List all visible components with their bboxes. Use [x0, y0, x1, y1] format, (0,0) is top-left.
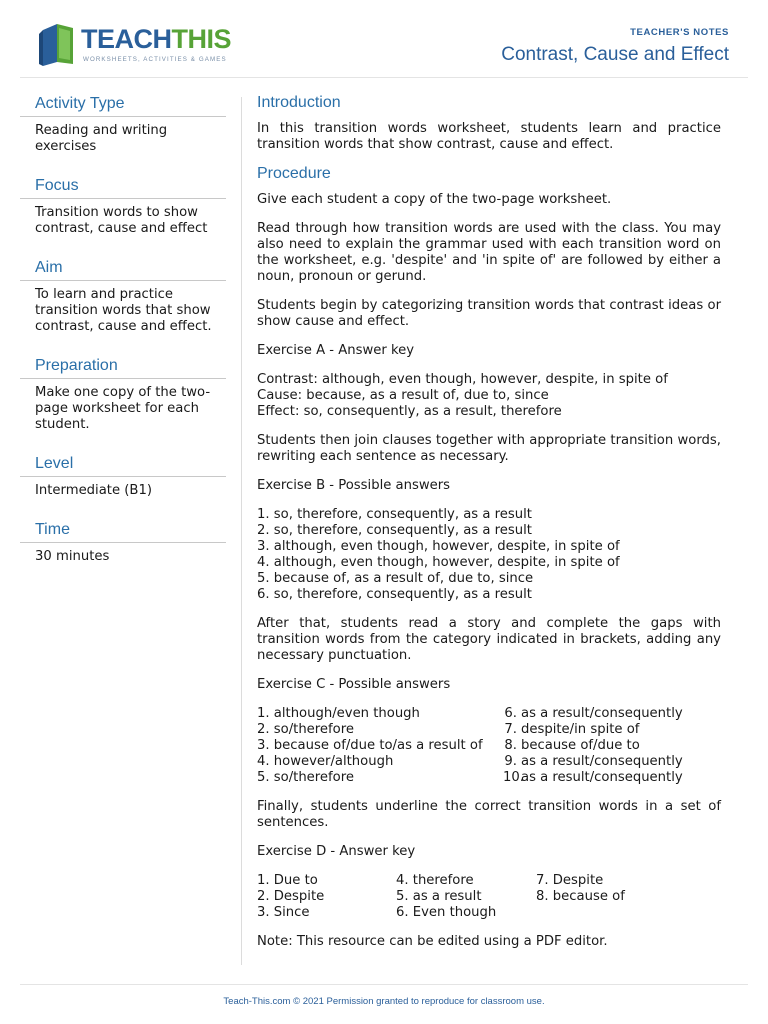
focus-section — [20, 177, 226, 237]
section-body: To learn and practice transition words that show contrast, cause and effect. — [35, 287, 212, 334]
list-item: because of/due to — [521, 738, 640, 753]
list-item — [536, 905, 721, 921]
list-item: 4. therefore — [396, 873, 474, 888]
notes-label: TEACHER'S NOTES — [630, 27, 729, 38]
page-header — [20, 0, 748, 78]
list-item: Contrast: although, even though, however, despite, in spite of — [257, 372, 668, 387]
procedure-paragraph: After that, students read a story and complete the gaps with transition words from the category indicated in brackets, adding any necessary punctuation. — [257, 616, 721, 663]
main-content — [257, 95, 721, 963]
list-item: 4. although, even though, however, despite, in spite of — [257, 555, 620, 570]
section-heading: Time — [20, 521, 226, 543]
section-heading: Aim — [20, 259, 226, 281]
list-item: despite/in spite of — [521, 722, 640, 737]
list-item: 3. Since — [257, 905, 310, 920]
list-number: 9. — [504, 754, 517, 769]
list-item: 5. so/therefore — [257, 770, 354, 785]
procedure-paragraph: Students begin by categorizing transition words that contrast ideas or show cause and effect. — [257, 298, 721, 329]
exercise-b-title: Exercise B - Possible answers — [257, 478, 451, 493]
exercise-a-title: Exercise A - Answer key — [257, 343, 415, 358]
book-logo-icon — [37, 22, 77, 66]
editing-note: Note: This resource can be edited using a PDF editor. — [257, 934, 608, 949]
activity-type-section — [20, 95, 226, 155]
list-item: 3. because of/due to/as a result of — [257, 738, 483, 753]
introduction-text: In this transition words worksheet, students learn and practice transition words that show contrast, cause and effect. — [257, 121, 721, 152]
procedure-paragraph: Read through how transition words are used with the class. You may also need to explain the grammar used with each transition word on the worksheet, e.g. 'despite' and 'in spite of' are followed by either a noun, pronoun or gerund. — [257, 221, 721, 284]
list-item: 2. so/therefore — [257, 722, 354, 737]
procedure-heading: Procedure — [257, 165, 331, 182]
list-item: as a result/consequently — [521, 706, 683, 721]
list-item: 4. however/although — [257, 754, 394, 769]
list-item: 6. so, therefore, consequently, as a result — [257, 587, 532, 602]
section-body: Transition words to show contrast, cause and effect — [35, 205, 208, 236]
section-heading: Level — [20, 455, 226, 477]
procedure-paragraph: Give each student a copy of the two-page worksheet. — [257, 192, 612, 207]
footer-copyright[interactable]: Teach-This.com © 2021 Permission granted to reproduce for classroom use. — [223, 996, 545, 1007]
exercise-c-answers — [257, 706, 721, 786]
list-item: 1. so, therefore, consequently, as a result — [257, 507, 532, 522]
section-heading: Focus — [20, 177, 226, 199]
sidebar — [20, 95, 226, 587]
exercise-b-answers — [257, 507, 721, 603]
section-body: Intermediate (B1) — [35, 483, 153, 498]
logo-tagline: WORKSHEETS, ACTIVITIES & GAMES — [83, 56, 227, 63]
exercise-d-title: Exercise D - Answer key — [257, 844, 416, 859]
procedure-paragraph: Students then join clauses together with appropriate transition words, rewriting each sentence as necessary. — [257, 433, 721, 464]
introduction-heading: Introduction — [257, 94, 341, 111]
level-section — [20, 455, 226, 499]
page-title: Contrast, Cause and Effect — [501, 44, 729, 65]
exercise-a-answers — [257, 372, 721, 420]
list-item: 8. because of — [536, 889, 625, 904]
section-body: 30 minutes — [35, 549, 110, 564]
list-item: 7. Despite — [536, 873, 604, 888]
logo-wordmark: TEACHTHIS — [81, 24, 232, 54]
time-section — [20, 521, 226, 565]
section-body: Reading and writing exercises — [35, 123, 168, 154]
section-heading: Activity Type — [20, 95, 226, 117]
list-number: 10. — [503, 770, 524, 785]
list-item: 5. as a result — [396, 889, 482, 904]
list-item: 2. Despite — [257, 889, 325, 904]
list-item: 5. because of, as a result of, due to, since — [257, 571, 534, 586]
exercise-c-title: Exercise C - Possible answers — [257, 677, 451, 692]
column-divider — [241, 97, 242, 965]
list-item: 3. although, even though, however, despite, in spite of — [257, 539, 620, 554]
list-number: 8. — [504, 738, 517, 753]
list-item: as a result/consequently — [521, 754, 683, 769]
list-item: 2. so, therefore, consequently, as a result — [257, 523, 532, 538]
preparation-section — [20, 357, 226, 433]
section-body: Make one copy of the two-page worksheet for each student. — [35, 385, 211, 432]
list-item: 1. although/even though — [257, 706, 420, 721]
aim-section — [20, 259, 226, 335]
teach-this-logo[interactable] — [37, 22, 237, 70]
list-number: 6. — [504, 706, 517, 721]
exercise-d-answers — [257, 873, 721, 921]
list-item: Cause: because, as a result of, due to, since — [257, 388, 549, 403]
list-item: 1. Due to — [257, 873, 318, 888]
list-item: 6. Even though — [396, 905, 497, 920]
section-heading: Preparation — [20, 357, 226, 379]
list-item: as a result/consequently — [521, 770, 683, 785]
footer-divider — [20, 984, 748, 985]
list-item: Effect: so, consequently, as a result, therefore — [257, 404, 562, 419]
procedure-paragraph: Finally, students underline the correct transition words in a set of sentences. — [257, 799, 721, 830]
list-number: 7. — [504, 722, 517, 737]
